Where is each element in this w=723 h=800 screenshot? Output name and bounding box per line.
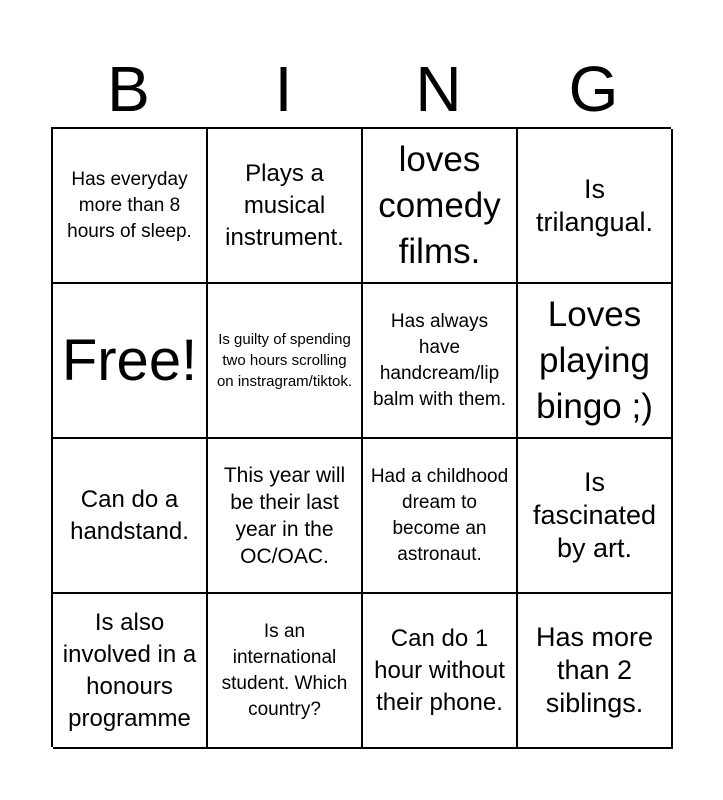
bingo-cell[interactable] [518, 439, 673, 594]
bingo-cell-text: Can do 1 hour without their phone. [374, 624, 505, 716]
bingo-cell-text: Is also involved in a honours programme [62, 608, 197, 732]
bingo-cell[interactable] [518, 594, 673, 749]
bingo-cell-text: Free! [61, 327, 198, 393]
bingo-cell-text: Has always have handcream/lip balm with them. [372, 310, 507, 410]
header-letter-b: B [107, 53, 150, 125]
bingo-cell-text: Loves playing bingo ;) [536, 294, 653, 426]
bingo-cell-text: This year will be their last year in the OC/OAC. [223, 463, 346, 568]
bingo-cell-text: Is trilangual. [535, 173, 654, 237]
bingo-cell[interactable] [363, 129, 518, 284]
bingo-header [51, 52, 671, 126]
bingo-cell[interactable] [208, 284, 363, 439]
bingo-cell-text: Is guilty of spending two hours scrolling on instragram/tiktok. [216, 331, 353, 390]
bingo-cell[interactable] [363, 439, 518, 594]
header-letter-n: N [415, 53, 462, 125]
bingo-cell-text: Is an international student. Which country? [221, 620, 348, 720]
bingo-cell-text: Had a childhood dream to become an astronaut. [370, 465, 509, 565]
bingo-cell-text: Is fascinated by art. [532, 467, 657, 563]
bingo-cell-text: Plays a musical instrument. [225, 159, 344, 251]
bingo-cell[interactable] [363, 284, 518, 439]
bingo-card-grid [51, 127, 671, 747]
bingo-cell[interactable] [53, 594, 208, 749]
header-letter-g: G [568, 53, 619, 125]
bingo-cell[interactable] [208, 129, 363, 284]
bingo-free-cell[interactable] [53, 284, 208, 439]
bingo-cell[interactable] [53, 439, 208, 594]
bingo-cell-text: Has more than 2 siblings. [535, 622, 654, 718]
bingo-cell[interactable] [518, 129, 673, 284]
header-letter-i: I [274, 53, 293, 125]
bingo-cell-text: Has everyday more than 8 hours of sleep. [67, 168, 192, 242]
bingo-cell[interactable] [208, 439, 363, 594]
bingo-cell-text: Can do a handstand. [70, 485, 189, 545]
bingo-cell[interactable] [208, 594, 363, 749]
bingo-cell[interactable] [53, 129, 208, 284]
bingo-cell[interactable] [518, 284, 673, 439]
bingo-cell-text: loves comedy films. [378, 139, 501, 271]
bingo-cell[interactable] [363, 594, 518, 749]
